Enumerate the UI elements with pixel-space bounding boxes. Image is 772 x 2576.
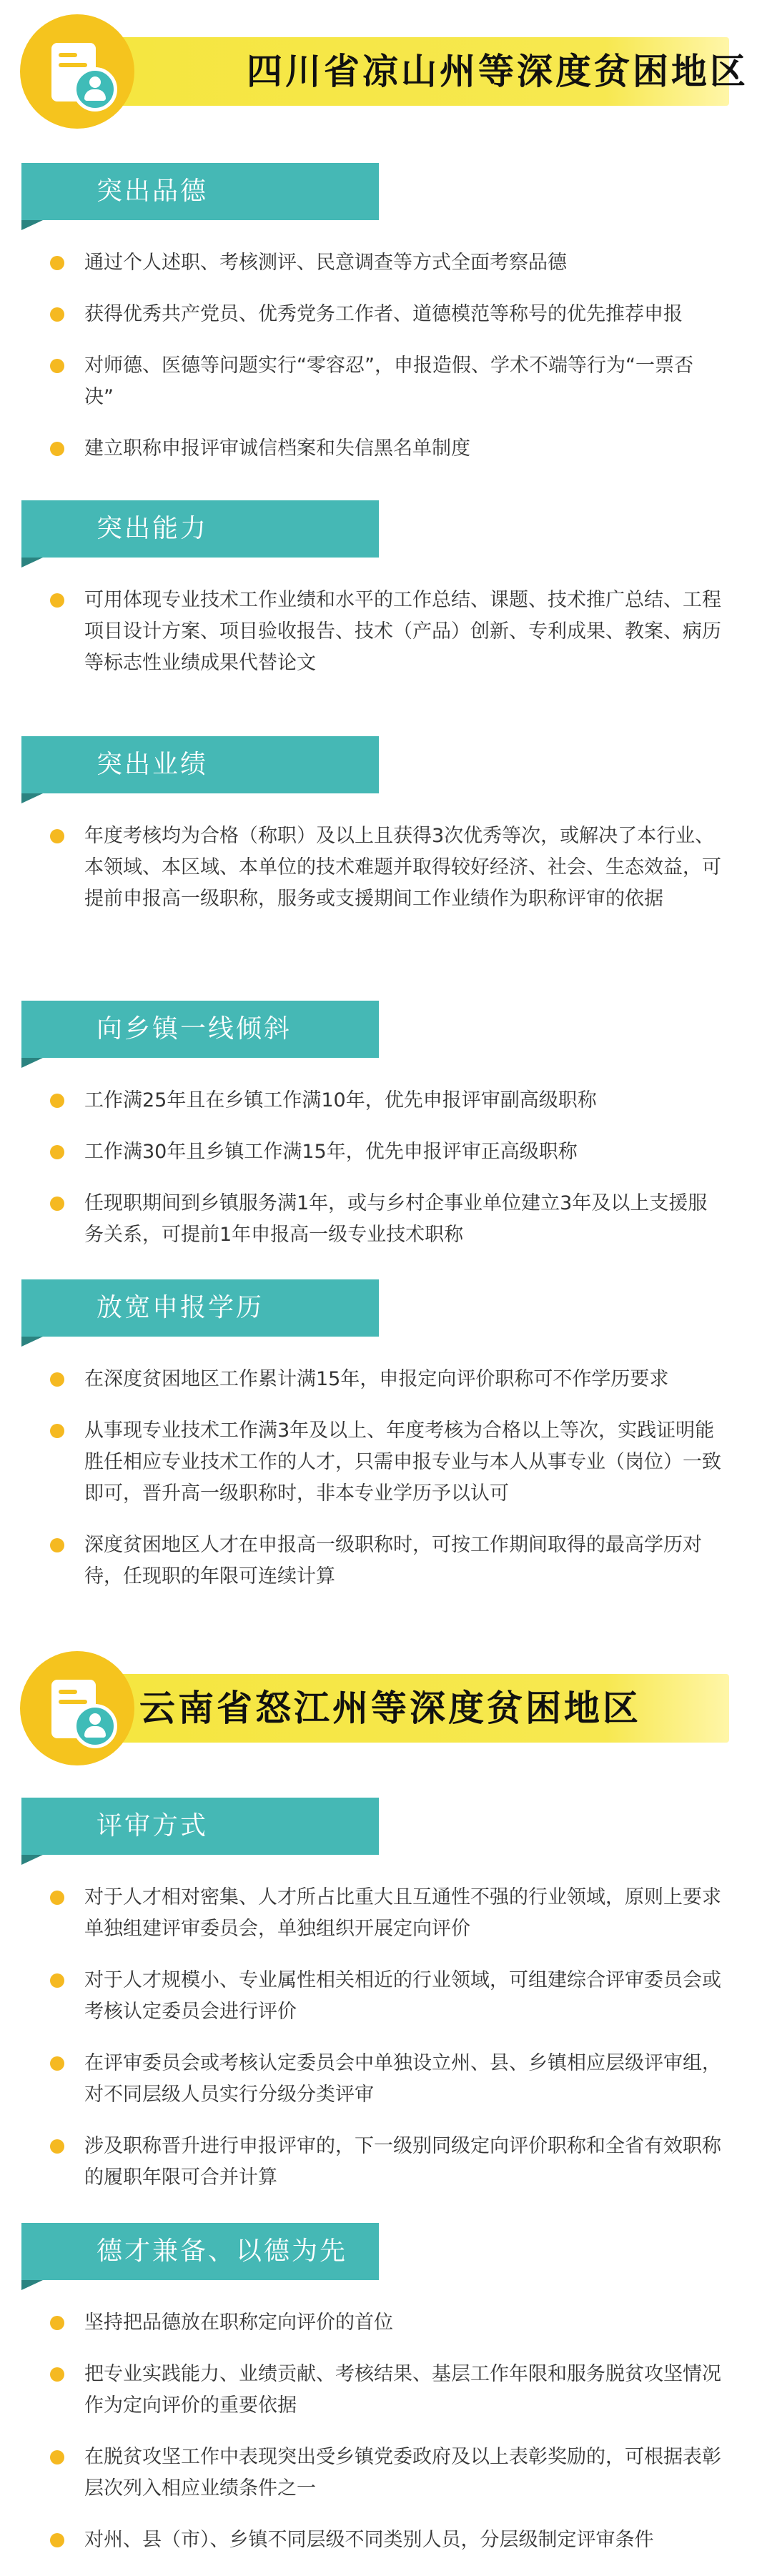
region-title: 四川省凉山州等深度贫困地区 bbox=[247, 51, 748, 92]
section-header bbox=[21, 1798, 379, 1855]
bullet-dot-icon bbox=[50, 1538, 64, 1552]
bullet-dot-icon bbox=[50, 593, 64, 608]
item-list bbox=[0, 1085, 772, 1271]
list-item bbox=[0, 2131, 772, 2194]
list-item bbox=[0, 821, 772, 915]
item-list bbox=[0, 1882, 772, 2214]
section-header bbox=[21, 2223, 379, 2280]
item-text: 涉及职称晋升进行申报评审的，下一级别同级定向评价职称和全省有效职称的履职年限可合并计算 bbox=[84, 2135, 721, 2189]
list-item bbox=[0, 1530, 772, 1592]
list-item bbox=[0, 1965, 772, 2028]
section-header bbox=[21, 1279, 379, 1337]
item-text: 建立职称申报评审诚信档案和失信黑名单制度 bbox=[84, 437, 470, 460]
item-text: 可用体现专业技术工作业绩和水平的工作总结、课题、技术推广总结、工程项目设计方案、项目验收报告、技术（产品）创新、专利成果、教案、病历等标志性业绩成果代替论文 bbox=[84, 589, 721, 674]
item-list bbox=[0, 247, 772, 485]
item-text: 工作满30年且乡镇工作满15年，优先申报评审正高级职称 bbox=[84, 1141, 578, 1163]
item-text: 对于人才规模小、专业属性相关相近的行业领域，可组建综合评审委员会或考核认定委员会进行评价 bbox=[84, 1969, 721, 2023]
list-item bbox=[0, 585, 772, 679]
list-item bbox=[0, 1415, 772, 1510]
item-text: 从事现专业技术工作满3年及以上、年度考核为合格以上等次，实践证明能胜任相应专业技术工作的人才，只需申报专业与本人从事专业（岗位）一致即可，晋升高一级职称时，非本专业学历予以认可 bbox=[84, 1420, 721, 1505]
item-text: 对师德、医德等问题实行“零容忍”，申报造假、学术不端等行为“一票否决” bbox=[84, 355, 693, 408]
item-text: 获得优秀共产党员、优秀党务工作者、道德模范等称号的优先推荐申报 bbox=[84, 303, 683, 325]
list-item bbox=[0, 1882, 772, 1945]
item-text: 坚持把品德放在职称定向评价的首位 bbox=[84, 2312, 393, 2334]
region-sichuan bbox=[0, 14, 772, 129]
section-title: 突出能力 bbox=[96, 514, 209, 543]
section-header bbox=[21, 500, 379, 558]
bullet-dot-icon bbox=[50, 2533, 64, 2547]
item-text: 工作满25年且在乡镇工作满10年，优先申报评审副高级职称 bbox=[84, 1089, 597, 1111]
item-text: 任现职期间到乡镇服务满1年，或与乡村企事业单位建立3年及以上支援服务关系，可提前1年申报高一级专业技术职称 bbox=[84, 1192, 708, 1246]
bullet-dot-icon bbox=[50, 1891, 64, 1905]
bullet-dot-icon bbox=[50, 2139, 64, 2154]
bullet-dot-icon bbox=[50, 829, 64, 843]
item-list bbox=[0, 1364, 772, 1613]
list-item bbox=[0, 1364, 772, 1395]
item-text: 年度考核均为合格（称职）及以上且获得3次优秀等次，或解决了本行业、本领域、本区域、本单位的技术难题并取得较好经济、社会、生态效益，可提前申报高一级职称，服务或支援期间工作业绩作为职称评审的依据 bbox=[84, 825, 721, 910]
bullet-dot-icon bbox=[50, 1372, 64, 1387]
region-yunnan bbox=[0, 1651, 772, 1765]
list-item bbox=[0, 1136, 772, 1168]
bullet-dot-icon bbox=[50, 256, 64, 270]
list-item bbox=[0, 2442, 772, 2505]
item-list bbox=[0, 821, 772, 935]
bullet-dot-icon bbox=[50, 1094, 64, 1108]
bullet-dot-icon bbox=[50, 1145, 64, 1159]
section-title: 评审方式 bbox=[96, 1811, 209, 1841]
item-text: 把专业实践能力、业绩贡献、考核结果、基层工作年限和服务脱贫攻坚情况作为定向评价的重要依据 bbox=[84, 2363, 721, 2417]
item-text: 在深度贫困地区工作累计满15年，申报定向评价职称可不作学历要求 bbox=[84, 1368, 669, 1390]
list-item bbox=[0, 247, 772, 279]
list-item bbox=[0, 2359, 772, 2422]
section-header bbox=[21, 736, 379, 793]
list-item bbox=[0, 1085, 772, 1116]
item-list bbox=[0, 585, 772, 699]
section-title: 放宽申报学历 bbox=[96, 1293, 264, 1322]
list-item bbox=[0, 433, 772, 465]
list-item bbox=[0, 1188, 772, 1251]
item-list bbox=[0, 2307, 772, 2576]
item-text: 在评审委员会或考核认定委员会中单独设立州、县、乡镇相应层级评审组，对不同层级人员实行分级分类评审 bbox=[84, 2052, 721, 2106]
item-text: 对州、县（市）、乡镇不同层级不同类别人员，分层级制定评审条件 bbox=[84, 2529, 654, 2551]
list-item bbox=[0, 2307, 772, 2339]
list-item bbox=[0, 2048, 772, 2111]
section-header bbox=[21, 1001, 379, 1058]
section-title: 德才兼备、以德为先 bbox=[96, 2236, 348, 2266]
section-title: 突出品德 bbox=[96, 177, 209, 206]
document-user-icon bbox=[20, 1651, 134, 1765]
region-title: 云南省怒江州等深度贫困地区 bbox=[139, 1688, 641, 1729]
bullet-dot-icon bbox=[50, 2450, 64, 2464]
bullet-dot-icon bbox=[50, 359, 64, 373]
bullet-dot-icon bbox=[50, 1424, 64, 1438]
region-banner bbox=[111, 1674, 729, 1743]
item-text: 对于人才相对密集、人才所占比重大且互通性不强的行业领域，原则上要求单独组建评审委员会，单独组织开展定向评价 bbox=[84, 1886, 721, 1940]
region-banner bbox=[111, 37, 748, 106]
item-text: 在脱贫攻坚工作中表现突出受乡镇党委政府及以上表彰奖励的，可根据表彰层次列入相应业绩条件之一 bbox=[84, 2446, 721, 2500]
bullet-dot-icon bbox=[50, 2056, 64, 2071]
document-user-icon bbox=[20, 14, 134, 129]
bullet-dot-icon bbox=[50, 442, 64, 456]
list-item bbox=[0, 299, 772, 330]
item-text: 深度贫困地区人才在申报高一级职称时，可按工作期间取得的最高学历对待，任现职的年限可连续计算 bbox=[84, 1534, 702, 1587]
bullet-dot-icon bbox=[50, 2367, 64, 2382]
list-item bbox=[0, 350, 772, 413]
bullet-dot-icon bbox=[50, 1197, 64, 1211]
bullet-dot-icon bbox=[50, 1973, 64, 1988]
item-text: 通过个人述职、考核测评、民意调查等方式全面考察品德 bbox=[84, 252, 567, 274]
bullet-dot-icon bbox=[50, 307, 64, 322]
bullet-dot-icon bbox=[50, 2316, 64, 2330]
section-header bbox=[21, 163, 379, 220]
section-title: 向乡镇一线倾斜 bbox=[96, 1014, 292, 1044]
section-title: 突出业绩 bbox=[96, 750, 209, 779]
